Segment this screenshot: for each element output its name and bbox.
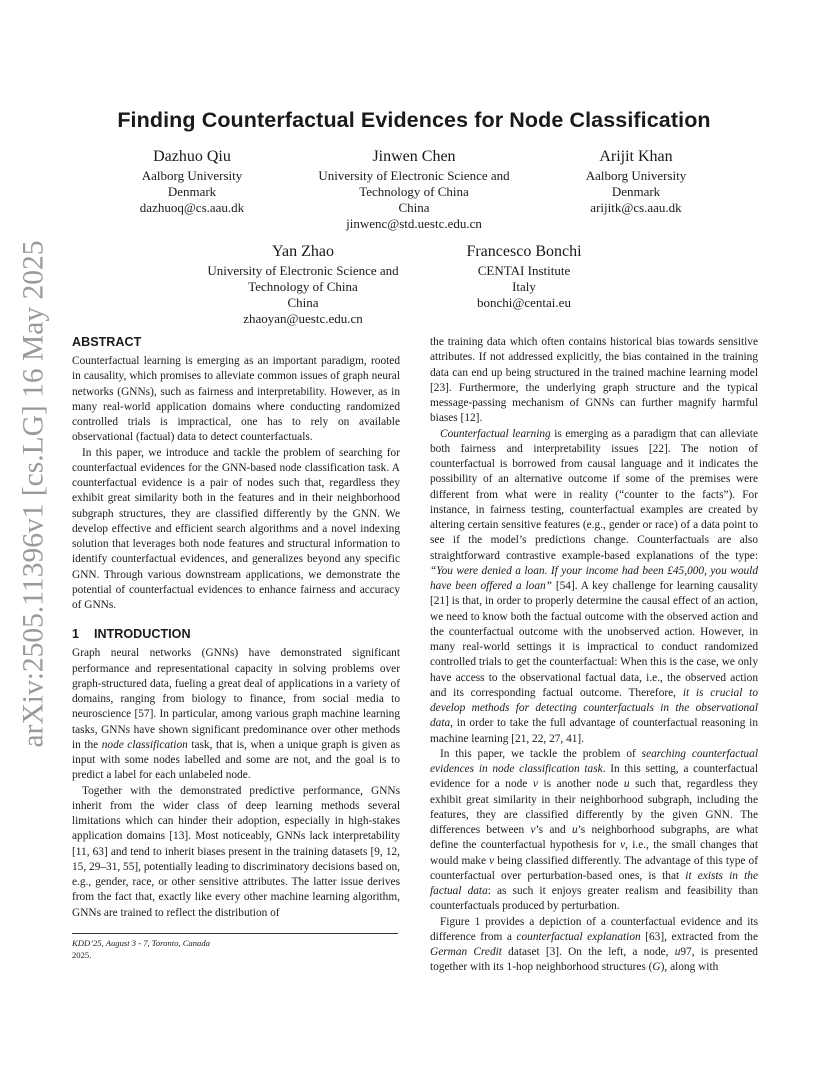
author-block [190, 243, 416, 327]
author-name: Dazhuo Qiu [153, 148, 231, 165]
author-affiliation: Aalborg University [141, 168, 243, 183]
right-column [430, 335, 758, 976]
author-email: jinwenc@std.uestc.edu.cn [346, 216, 482, 231]
author-affiliation: University of Electronic Science and [207, 263, 399, 278]
author-affiliation: Technology of China [359, 184, 469, 199]
footnote [72, 933, 398, 961]
author-affiliation: University of Electronic Science and [318, 168, 510, 183]
body-paragraph: In this paper, we tackle the problem of searching counterfactual evidences in node classification task. In this setting, a counterfactual evidence for a node v is another node u such that, regardless they exhibit great similarity in their neighborhood subgraph, including the features, they are classified differently by the given GNN. The differences between v’s and u’s neighborhood subgraphs, are what define the counterfactual hypothesis for v, i.e., the small changes that would make v being classified differently. The advantage of this type of counterfactual over perturbation-based ones, is that it exists in the factual data: as such it enjoys greater realism and feasibility than counterfactuals produced by perturbation. [430, 747, 758, 913]
paper-title: Finding Counterfactual Evidences for Node Classification [117, 108, 711, 132]
author-name: Francesco Bonchi [466, 243, 582, 260]
author-country: China [398, 200, 430, 215]
section-heading [72, 627, 400, 642]
conference-line: KDD’25, August 3 - 7, Toronto, Canada [72, 938, 210, 948]
author-email: dazhuoq@cs.aau.dk [139, 200, 245, 215]
body-paragraph: Together with the demonstrated predictive performance, GNNs inherit from the wider class of deep learning methods several limitations which can hinder their adoption, especially in high-stakes application domains [13]. Most noticeably, GNNs lack interpretability [11, 63] and tend to inherit biases present in the training datasets [9, 12, 15, 29–31, 55], potentially leading to discriminatory decisions based on, e.g., gender, race, or other sensitive attributes. The latter issue derives from the fact that, exactly like every other machine learning algorithm, GNNs are trained to reflect the distribution of [72, 784, 400, 919]
arxiv-stamp-text: arXiv:2505.11396v1 [cs.LG] 16 May 2025 [17, 240, 50, 748]
body-paragraph: Counterfactual learning is emerging as a paradigm that can alleviate both fairness and interpretability issues [22]. The notion of counterfactual is borrowed from causal language and it indicates the possibility of an alternative outcome if some of the premises were different from what were in reality (“counter to the facts”). For instance, in fairness testing, counterfactual examples are created by altering certain sensitive features (e.g., gender or race) of a data point to see if the model’s predictions change. Counterfactuals are also straightforward contrastive example-based explanations of the type: “You were denied a loan. If your income had been £45,000, you would have been offered a loan” [54]. A key challenge for learning causality [21] is that, in order to properly determine the causal effect of an action, we need to know both the factual outcome with the observed action and the counterfactual outcome with the unobserved action. However, in many real-world settings it is impractical to conduct randomized controlled trials to get the counterfactual: When this is the case, we only have access to the observational factual data, i.e., the observed action and its corresponding factual outcome. Therefore, it is crucial to develop methods for detecting counterfactuals in the observational data, in order to take the full advantage of counterfactual reasoning in machine learning [21, 22, 27, 41]. [430, 427, 759, 745]
author-block [112, 148, 272, 216]
author-block [556, 148, 716, 216]
year-line: 2025. [72, 950, 92, 960]
author-block [300, 148, 528, 232]
author-email: bonchi@centai.eu [477, 295, 571, 310]
author-affiliation: Technology of China [248, 279, 358, 294]
author-country: Italy [512, 279, 536, 294]
author-email: zhaoyan@uestc.edu.cn [243, 311, 363, 326]
author-name: Yan Zhao [272, 243, 334, 260]
author-affiliation: Aalborg University [585, 168, 687, 183]
author-email: arijitk@cs.aau.dk [590, 200, 682, 215]
left-column [72, 335, 400, 921]
section-number: 1 [72, 627, 80, 642]
abstract-paragraph: In this paper, we introduce and tackle the problem of searching for counterfactual evidences for the GNN-based node classification task. A counterfactual evidence is a pair of nodes such that, regardless they exhibit great similarity both in the features and in their neighborhood subgraph structures, they are classified differently by the GNN. We develop effective and efficient search algorithms and a novel indexing solution that leverages both node features and structural information to identify counterfactual evidences, and generalizes beyond any specific GNN. Through various downstream applications, we demonstrate the potential of counterfactual evidences to enhance fairness and accuracy of GNNs. [72, 446, 400, 611]
section-title: INTRODUCTION [94, 627, 191, 642]
author-name: Arijit Khan [599, 148, 673, 165]
author-country: Denmark [167, 184, 217, 199]
author-country: Denmark [611, 184, 661, 199]
author-name: Jinwen Chen [372, 148, 456, 165]
author-block [444, 243, 604, 311]
body-paragraph: Figure 1 provides a depiction of a counterfactual evidence and its difference from a counterfactual explanation [63], extracted from the German Credit dataset [3]. On the left, a node, u97, is presented together with its 1-hop neighborhood structures (G), along with [430, 915, 758, 974]
author-country: China [287, 295, 319, 310]
abstract-heading: ABSTRACT [72, 335, 142, 349]
author-affiliation: CENTAI Institute [477, 263, 571, 278]
arxiv-stamp [14, 240, 54, 748]
abstract-paragraph: Counterfactual learning is emerging as an important paradigm, rooted in causality, which promises to alleviate common issues of graph neural networks (GNNs), such as fairness and interpretability. However, as in many real-world application domains where conducting randomized controlled trials is impractical, one has to rely on available observational (factual) data to detect counterfactuals. [72, 355, 400, 444]
body-paragraph: Graph neural networks (GNNs) have demonstrated significant performance and representational capacity in solving problems over graph-structured data, fueling a great deal of applications in a variety of domains, ranging from biology to finance, from social media to neuroscience [57]. In particular, among various graph machine learning tasks, GNNs have shown significant predominance over other methods in the node classification task, that is, when a unique graph is given as input with some nodes labelled and some are not, and the goal is to predict a label for each unlabeled node. [72, 647, 401, 782]
body-paragraph: the training data which often contains historical bias towards sensitive attributes. If not addressed explicitly, the bias contained in the training data can end up being structured in the trained machine learning model [23]. Furthermore, the underlying graph structure and the typical message-passing mechanism of GNNs can further magnify harmful biases [12]. [430, 336, 758, 425]
